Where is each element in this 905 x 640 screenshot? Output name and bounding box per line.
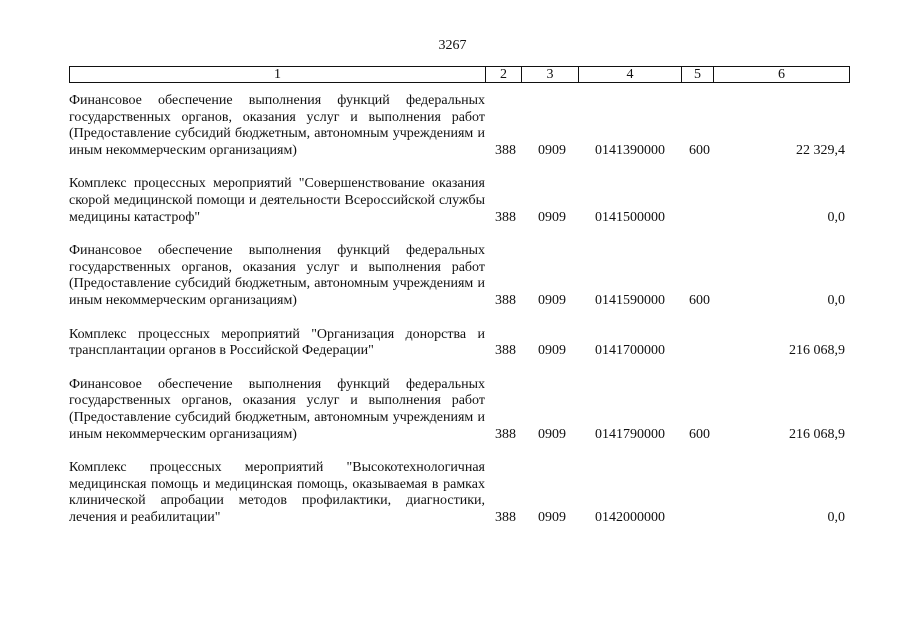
row-description: Финансовое обеспечение выполнения функций федеральных государственных органов, оказания услуг и выполнения работ (Предоставление субсидий бюджетным, автономным учреждениям и иным некоммерческим организациям) <box>69 376 485 442</box>
row-target-article: 0141700000 <box>595 343 665 359</box>
row-expense-type: 600 <box>689 292 710 308</box>
row-section-code: 0909 <box>538 509 566 525</box>
budget-row <box>69 377 849 443</box>
row-amount: 216 068,9 <box>789 426 845 442</box>
row-section-code: 0909 <box>538 142 566 158</box>
budget-row <box>69 243 849 309</box>
budget-rows <box>69 93 849 526</box>
row-ved-code: 388 <box>495 343 516 359</box>
row-description: Комплекс процессных мероприятий "Совершенствование оказания скорой медицинской помощи и деятельности Всероссийской службы медицины катастроф" <box>69 176 485 225</box>
page-number: 3267 <box>438 38 467 53</box>
row-target-article: 0142000000 <box>595 509 665 525</box>
budget-row <box>69 327 849 360</box>
row-description: Комплекс процессных мероприятий "Высокотехнологичная медицинская помощь и медицинская помощь, оказываемая в рамках клинической апробации методов профилактики, диагностики, лечения и реабилитации" <box>69 460 485 525</box>
column-header-description: 1 <box>70 67 486 83</box>
row-amount: 0,0 <box>827 509 845 525</box>
row-amount: 0,0 <box>827 292 845 308</box>
row-section-code: 0909 <box>538 292 566 308</box>
column-header-razdel: 3 <box>522 67 579 83</box>
row-target-article: 0141590000 <box>595 292 665 308</box>
row-target-article: 0141390000 <box>595 142 665 158</box>
column-header-ved: 2 <box>486 67 522 83</box>
budget-row <box>69 176 849 226</box>
row-ved-code: 388 <box>495 142 516 158</box>
row-amount: 22 329,4 <box>796 142 845 158</box>
row-section-code: 0909 <box>538 343 566 359</box>
row-description: Финансовое обеспечение выполнения функций федеральных государственных органов, оказания услуг и выполнения работ (Предоставление субсидий бюджетным, автономным учреждениям и иным некоммерческим организациям) <box>69 93 485 158</box>
row-ved-code: 388 <box>495 426 516 442</box>
row-ved-code: 388 <box>495 509 516 525</box>
row-ved-code: 388 <box>495 292 516 308</box>
row-section-code: 0909 <box>538 209 566 225</box>
column-header-csr: 4 <box>579 67 682 83</box>
column-header-table <box>69 66 850 83</box>
column-header-vr: 5 <box>682 67 714 83</box>
column-header-row <box>70 67 850 83</box>
row-target-article: 0141500000 <box>595 209 665 225</box>
row-expense-type: 600 <box>689 142 710 158</box>
row-description: Комплекс процессных мероприятий "Организация донорства и трансплантации органов в Российской Федерации" <box>69 326 485 359</box>
row-target-article: 0141790000 <box>595 426 665 442</box>
row-expense-type: 600 <box>689 426 710 442</box>
row-amount: 0,0 <box>827 209 845 225</box>
row-section-code: 0909 <box>538 426 566 442</box>
budget-row <box>69 460 849 526</box>
row-amount: 216 068,9 <box>789 343 845 359</box>
column-header-sum: 6 <box>714 67 850 83</box>
row-description: Финансовое обеспечение выполнения функций федеральных государственных органов, оказания услуг и выполнения работ (Предоставление субсидий бюджетным, автономным учреждениям и иным некоммерческим организациям) <box>69 243 485 308</box>
budget-row <box>69 93 849 159</box>
row-ved-code: 388 <box>495 209 516 225</box>
